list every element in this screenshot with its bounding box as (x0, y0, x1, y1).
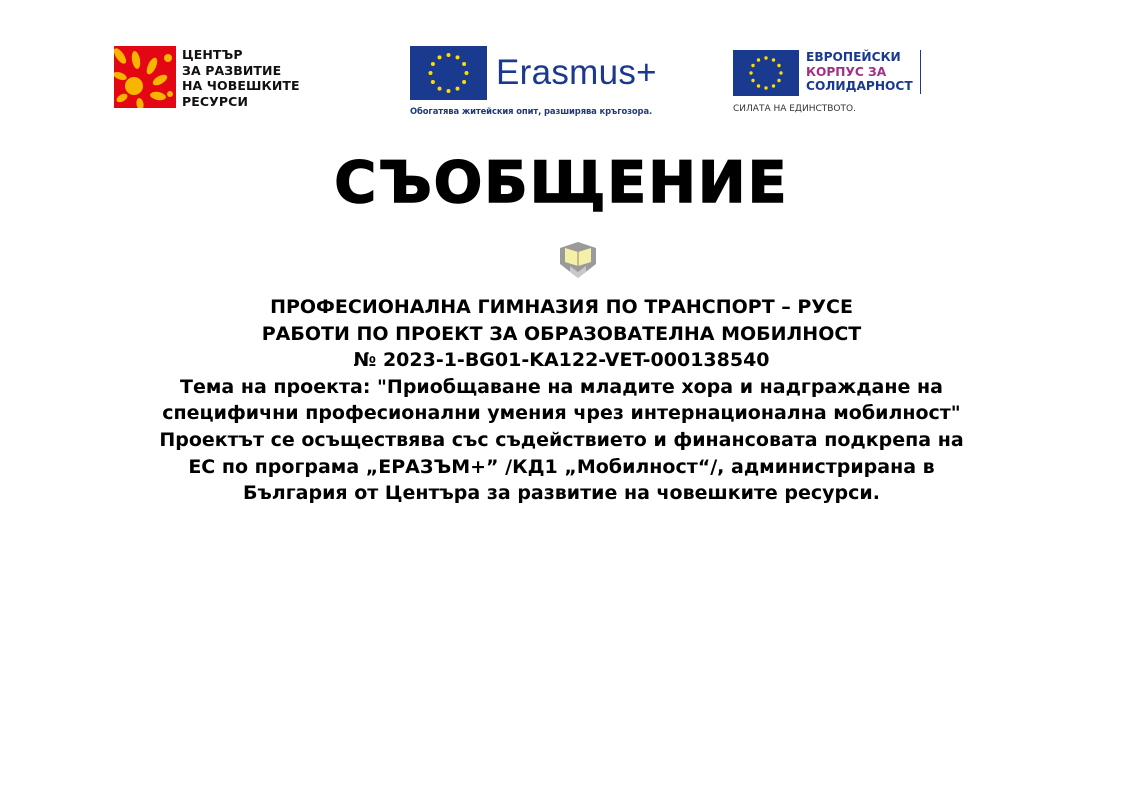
chrd-logo-text (182, 47, 300, 109)
chrd-line-3: НА ЧОВЕШКИТЕ (182, 78, 300, 93)
eu-flag-icon (733, 50, 799, 96)
announcement-body (0, 294, 1123, 507)
school-emblem-icon (556, 238, 600, 282)
chrd-line-1: ЦЕНТЪР (182, 47, 243, 62)
erasmus-logo (410, 46, 657, 116)
eu-flag-icon (410, 46, 487, 100)
esc-line-3: СОЛИДАРНОСТ (806, 79, 913, 93)
topic-line-1: Тема на проекта: "Приобщаване на младите хора и надграждане на (180, 375, 943, 398)
chrd-line-4: РЕСУРСИ (182, 93, 249, 109)
funding-line-2: ЕС по програма „ЕРАЗЪМ+” /КД1 „Мобилност“/, администрирана в (188, 455, 935, 478)
logo-bar (0, 0, 1123, 130)
esc-line-2: КОРПУС ЗА (806, 64, 887, 79)
funding-line-1: Проектът се осъществява със съдействието и финансовата подкрепа на (159, 428, 964, 451)
esc-logo (733, 50, 921, 114)
funding-line-3: България от Центъра за развитие на човешките ресурси. (243, 482, 880, 505)
school-name-line: ПРОФЕСИОНАЛНА ГИМНАЗИЯ ПО ТРАНСПОРТ – РУСЕ (270, 296, 853, 318)
chrd-line-2: ЗА РАЗВИТИЕ (182, 62, 282, 78)
project-number-line: № 2023-1-BG01-KA122-VET-000138540 (353, 349, 770, 372)
project-line: РАБОТИ ПО ПРОЕКТ ЗА ОБРАЗОВАТЕЛНА МОБИЛНОСТ (261, 322, 862, 345)
sun-icon (114, 46, 176, 108)
chrd-logo (114, 46, 300, 109)
topic-line-2: специфични професионални умения чрез интернационална мобилност" (162, 402, 961, 425)
page-title: СЪОБЩЕНИЕ (334, 150, 789, 216)
erasmus-wordmark: Erasmus+ (496, 53, 657, 92)
erasmus-tagline: Обогатява житейския опит, разширява кръгозора. (410, 106, 653, 116)
esc-logo-text (806, 50, 921, 94)
esc-tagline: СИЛАТА НА ЕДИНСТВОТО. (733, 104, 856, 114)
esc-line-1: ЕВРОПЕЙСКИ (806, 50, 901, 64)
